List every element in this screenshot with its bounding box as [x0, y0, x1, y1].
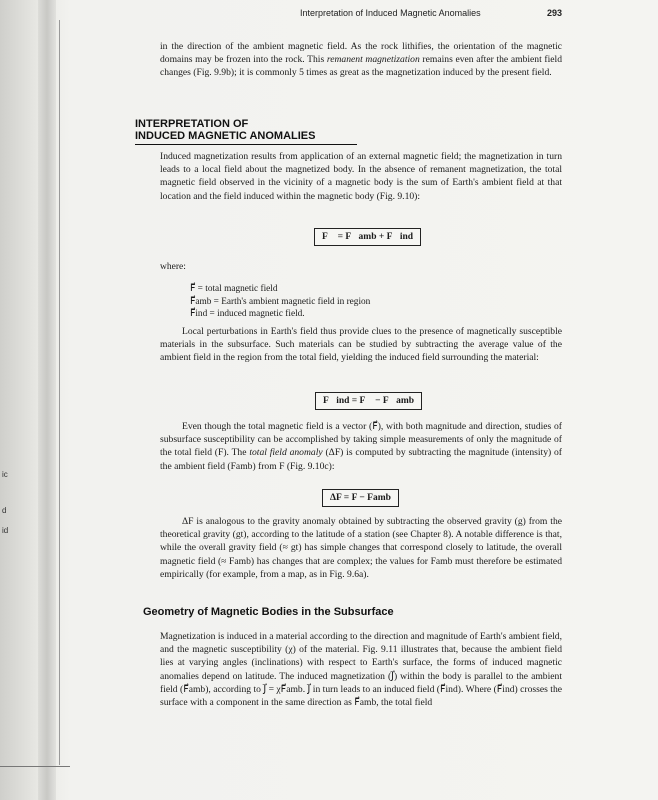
margin-fragment: ic — [2, 470, 8, 479]
intro-text-end: remains even after the ambient field changes (Fig. 9.9b); it is commonly 5 times as great as the magnetization induced by the present field. — [160, 54, 562, 79]
definition-item: F⃗ = total magnetic field — [190, 284, 278, 294]
paragraph-4 — [160, 515, 562, 581]
equation-total-field: F⃗ = F⃗amb + F⃗ind — [314, 228, 421, 246]
running-title: Interpretation of Induced Magnetic Anomalies — [300, 8, 481, 18]
equation-total-field-anomaly: ΔF = F − Famb — [322, 489, 399, 507]
running-header — [300, 8, 562, 18]
section-heading-line2: INDUCED MAGNETIC ANOMALIES — [135, 130, 316, 142]
definition-item: F⃗amb = Earth's ambient magnetic field in region — [190, 296, 371, 307]
paragraph-1 — [160, 150, 562, 203]
definition-list — [190, 283, 370, 321]
definition-item: F⃗ind = induced magnetic field. — [190, 309, 305, 319]
paragraph-5 — [160, 630, 562, 709]
intro-paragraph — [160, 40, 562, 80]
term-remanent-magnetization: remanent magnetization — [326, 54, 420, 66]
bottom-edge-line — [0, 766, 70, 767]
paragraph-3 — [160, 420, 562, 473]
paragraph-2 — [160, 325, 562, 365]
page-number: 293 — [546, 8, 562, 18]
paragraph-4-text: ΔF is analogous to the gravity anomaly obtained by subtracting the observed gravity (g) from the theoretical gravity (gt), according to the latitude of a station (see Chapter 8). A notable difference is that, while the overall gravity field (≈ gt) has simple changes that correspond closely to latitude, the overall magnetic field (≈ Famb) has changes that are complex; the values for Famb must therefore be estimated empirically (for example, from a map, as in Fig. 9.6a). — [160, 516, 562, 580]
section-heading — [135, 118, 357, 145]
margin-fragment: id — [2, 526, 9, 535]
section-heading-line1: INTERPRETATION OF — [135, 118, 249, 130]
intro-text: in the direction of the ambient magnetic field. As the rock lithifies, the orientation of the magnetic domains may be frozen into the rock. This — [160, 41, 562, 66]
paragraph-2-text: Local perturbations in Earth's field thus provide clues to the presence of magnetically susceptible materials in the subsurface. Such materials can be studied by subtracting the average value of the ambient field in the region from the total field, yielding the induced field surrounding the material: — [160, 326, 562, 364]
margin-fragment: d — [2, 506, 7, 515]
paragraph-1-text: Induced magnetization results from application of an external magnetic field; the magnetization in turn leads to a local field about the magnetized body. In the absence of remanent magnetization, the total magnetic field observed in the vicinity of a magnetic body is the sum of Earth's ambient field at that location and the field induced within the magnetic body (Fig. 9.10): — [160, 151, 562, 202]
paragraph-3-text: Even though the total magnetic field is a vector (F⃗), with both magnitude and direction, studies of subsurface susceptibility can be accomplished by taking simple measurements of only the magnitude of the total field (F). The — [160, 421, 562, 459]
paragraph-5-text: Magnetization is induced in a material according to the direction and magnitude of Earth's ambient field, and the magnetic susceptibility (χ) of the material. Fig. 9.11 illustrates that, because the ambient field lies at varying angles (inclinations) with respect to Earth's surface, the forms of induced magnetic anomalies depend on latitude. The induced magnetization (J⃗) within the body is parallel to the ambient field (F⃗amb), according to J⃗ = χF⃗amb. J⃗ in turn leads to an induced field (F⃗ind). Where (F⃗ind) crosses the surface with a component in the same direction as F⃗amb, the total field — [160, 631, 562, 709]
term-total-field-anomaly: total field anomaly — [249, 447, 323, 459]
where-label: where: — [160, 262, 186, 272]
gutter-line — [59, 20, 60, 765]
paragraph-3-text-end: (ΔF) is computed by subtracting the magnitude (intensity) of the ambient field (Famb) from F (Fig. 9.10c): — [160, 447, 562, 472]
subsection-heading: Geometry of Magnetic Bodies in the Subsurface — [143, 606, 394, 618]
equation-induced-field: F⃗ind = F⃗ − F⃗amb — [315, 392, 422, 410]
page-binding-shadow — [38, 0, 56, 800]
heading-underline — [135, 144, 357, 145]
